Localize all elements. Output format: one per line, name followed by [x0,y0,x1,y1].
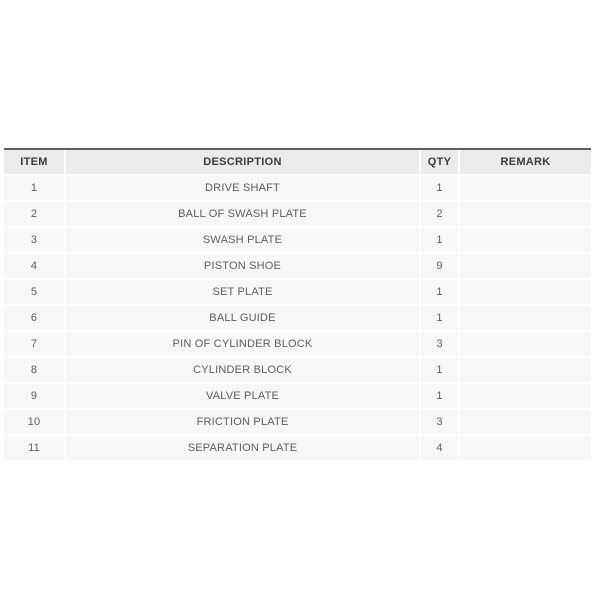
cell-item: 9 [4,384,64,408]
table-row [4,202,591,226]
cell-description: SEPARATION PLATE [66,436,419,460]
parts-table [4,148,591,462]
cell-description: SET PLATE [66,280,419,304]
header-row [4,150,591,174]
table-row [4,254,591,278]
cell-description: DRIVE SHAFT [66,176,419,200]
parts-table-container [4,148,591,462]
cell-remark [460,280,591,304]
column-header-qty: QTY [421,150,458,174]
cell-item: 4 [4,254,64,278]
table-body [4,176,591,460]
cell-remark [460,384,591,408]
cell-item: 11 [4,436,64,460]
column-header-description: DESCRIPTION [66,150,419,174]
cell-qty: 1 [421,228,458,252]
cell-description: PIN OF CYLINDER BLOCK [66,332,419,356]
cell-description: FRICTION PLATE [66,410,419,434]
cell-remark [460,410,591,434]
table-row [4,306,591,330]
cell-remark [460,358,591,382]
table-row [4,384,591,408]
cell-item: 1 [4,176,64,200]
column-header-remark: REMARK [460,150,591,174]
cell-item: 10 [4,410,64,434]
table-row [4,228,591,252]
table-row [4,410,591,434]
cell-item: 3 [4,228,64,252]
table-row [4,358,591,382]
cell-remark [460,228,591,252]
cell-remark [460,332,591,356]
cell-description: BALL GUIDE [66,306,419,330]
cell-qty: 4 [421,436,458,460]
cell-description: SWASH PLATE [66,228,419,252]
cell-remark [460,202,591,226]
cell-qty: 9 [421,254,458,278]
cell-remark [460,176,591,200]
cell-item: 7 [4,332,64,356]
table-header [4,150,591,174]
cell-qty: 1 [421,358,458,382]
cell-description: PISTON SHOE [66,254,419,278]
cell-qty: 1 [421,176,458,200]
cell-item: 8 [4,358,64,382]
table-row [4,436,591,460]
cell-qty: 3 [421,410,458,434]
table-row [4,332,591,356]
cell-remark [460,306,591,330]
cell-item: 2 [4,202,64,226]
cell-remark [460,254,591,278]
cell-item: 6 [4,306,64,330]
cell-qty: 2 [421,202,458,226]
cell-remark [460,436,591,460]
cell-qty: 1 [421,384,458,408]
cell-qty: 1 [421,280,458,304]
cell-description: VALVE PLATE [66,384,419,408]
cell-description: CYLINDER BLOCK [66,358,419,382]
cell-qty: 3 [421,332,458,356]
cell-qty: 1 [421,306,458,330]
table-row [4,280,591,304]
cell-description: BALL OF SWASH PLATE [66,202,419,226]
table-row [4,176,591,200]
cell-item: 5 [4,280,64,304]
column-header-item: ITEM [4,150,64,174]
